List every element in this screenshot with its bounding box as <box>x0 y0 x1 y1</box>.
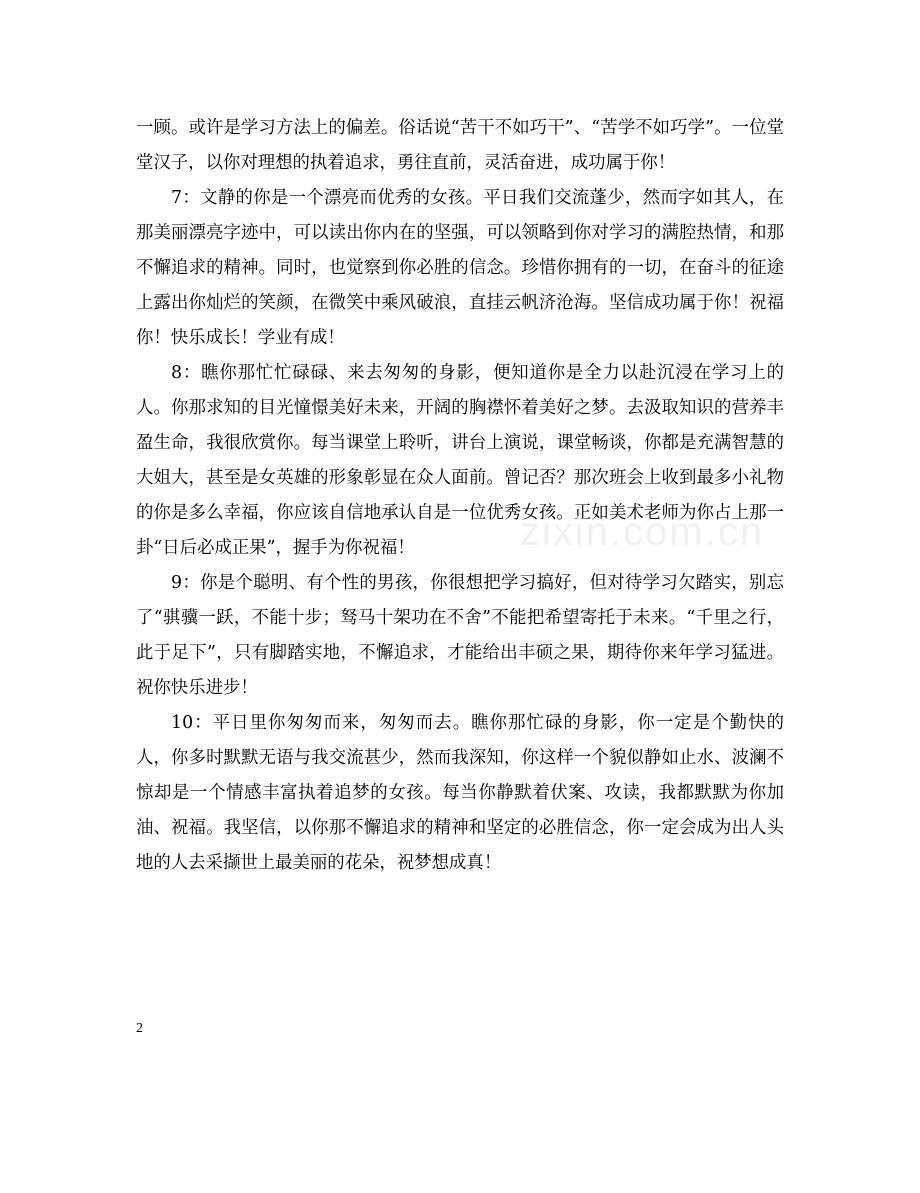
paragraph-8: 8：瞧你那忙忙碌碌、来去匆匆的身影，便知道你是全力以赴沉浸在学习上的人。你那求知的目光憧憬美好未来，开阔的胸襟怀着美好之梦。去汲取知识的营养丰盈生命，我很欣赏你。每当课堂上聆听，讲台上演说，课堂畅谈，你都是充满智慧的大姐大，甚至是女英雄的形象彰显在众人面前。曾记否？那次班会上收到最多小礼物的你是多么幸福，你应该自信地承认自是一位优秀女孩。正如美术老师为你占上那一卦“日后必成正果”，握手为你祝福！ <box>136 363 784 558</box>
document-body <box>136 111 784 881</box>
watermark: zixin.com.cn <box>520 510 765 554</box>
paragraph-9: 9：你是个聪明、有个性的男孩，你很想把学习搞好，但对待学习欠踏实，别忘了“骐骥一跃，不能十步；驽马十架功在不舍”不能把希望寄托于未来。“千里之行，此于足下”，只有脚踏实地，不懈追求，才能给出丰硕之果，期待你来年学习猛进。祝你快乐进步！ <box>136 573 784 698</box>
paragraph-7: 7：文静的你是一个漂亮而优秀的女孩。平日我们交流蓬少，然而字如其人，在那美丽漂亮字迹中，可以读出你内在的坚强，可以领略到你对学习的满腔热情，和那不懈追求的精神。同时，也觉察到你必胜的信念。珍惜你拥有的一切，在奋斗的征途上露出你灿烂的笑颜，在微笑中乘风破浪，直挂云帆济沧海。坚信成功属于你！祝福你！快乐成长！学业有成！ <box>136 188 784 348</box>
page-number: 2 <box>136 1021 143 1036</box>
paragraph-continuation: 一顾。或许是学习方法上的偏差。俗话说“苦干不如巧干”、“苦学不如巧学”。一位堂堂汉子，以你对理想的执着追求，勇往直前，灵活奋进，成功属于你！ <box>136 118 784 173</box>
paragraph-10: 10：平日里你匆匆而来，匆匆而去。瞧你那忙碌的身影，你一定是个勤快的人，你多时默默无语与我交流甚少，然而我深知，你这样一个貌似静如止水、波澜不惊却是一个情感丰富执着追梦的女孩。每当你静默着伏案、攻读，我都默默为你加油、祝福。我坚信，以你那不懈追求的精神和坚定的必胜信念，你一定会成为出人头地的人去采撷世上最美丽的花朵，祝梦想成真！ <box>136 713 784 873</box>
